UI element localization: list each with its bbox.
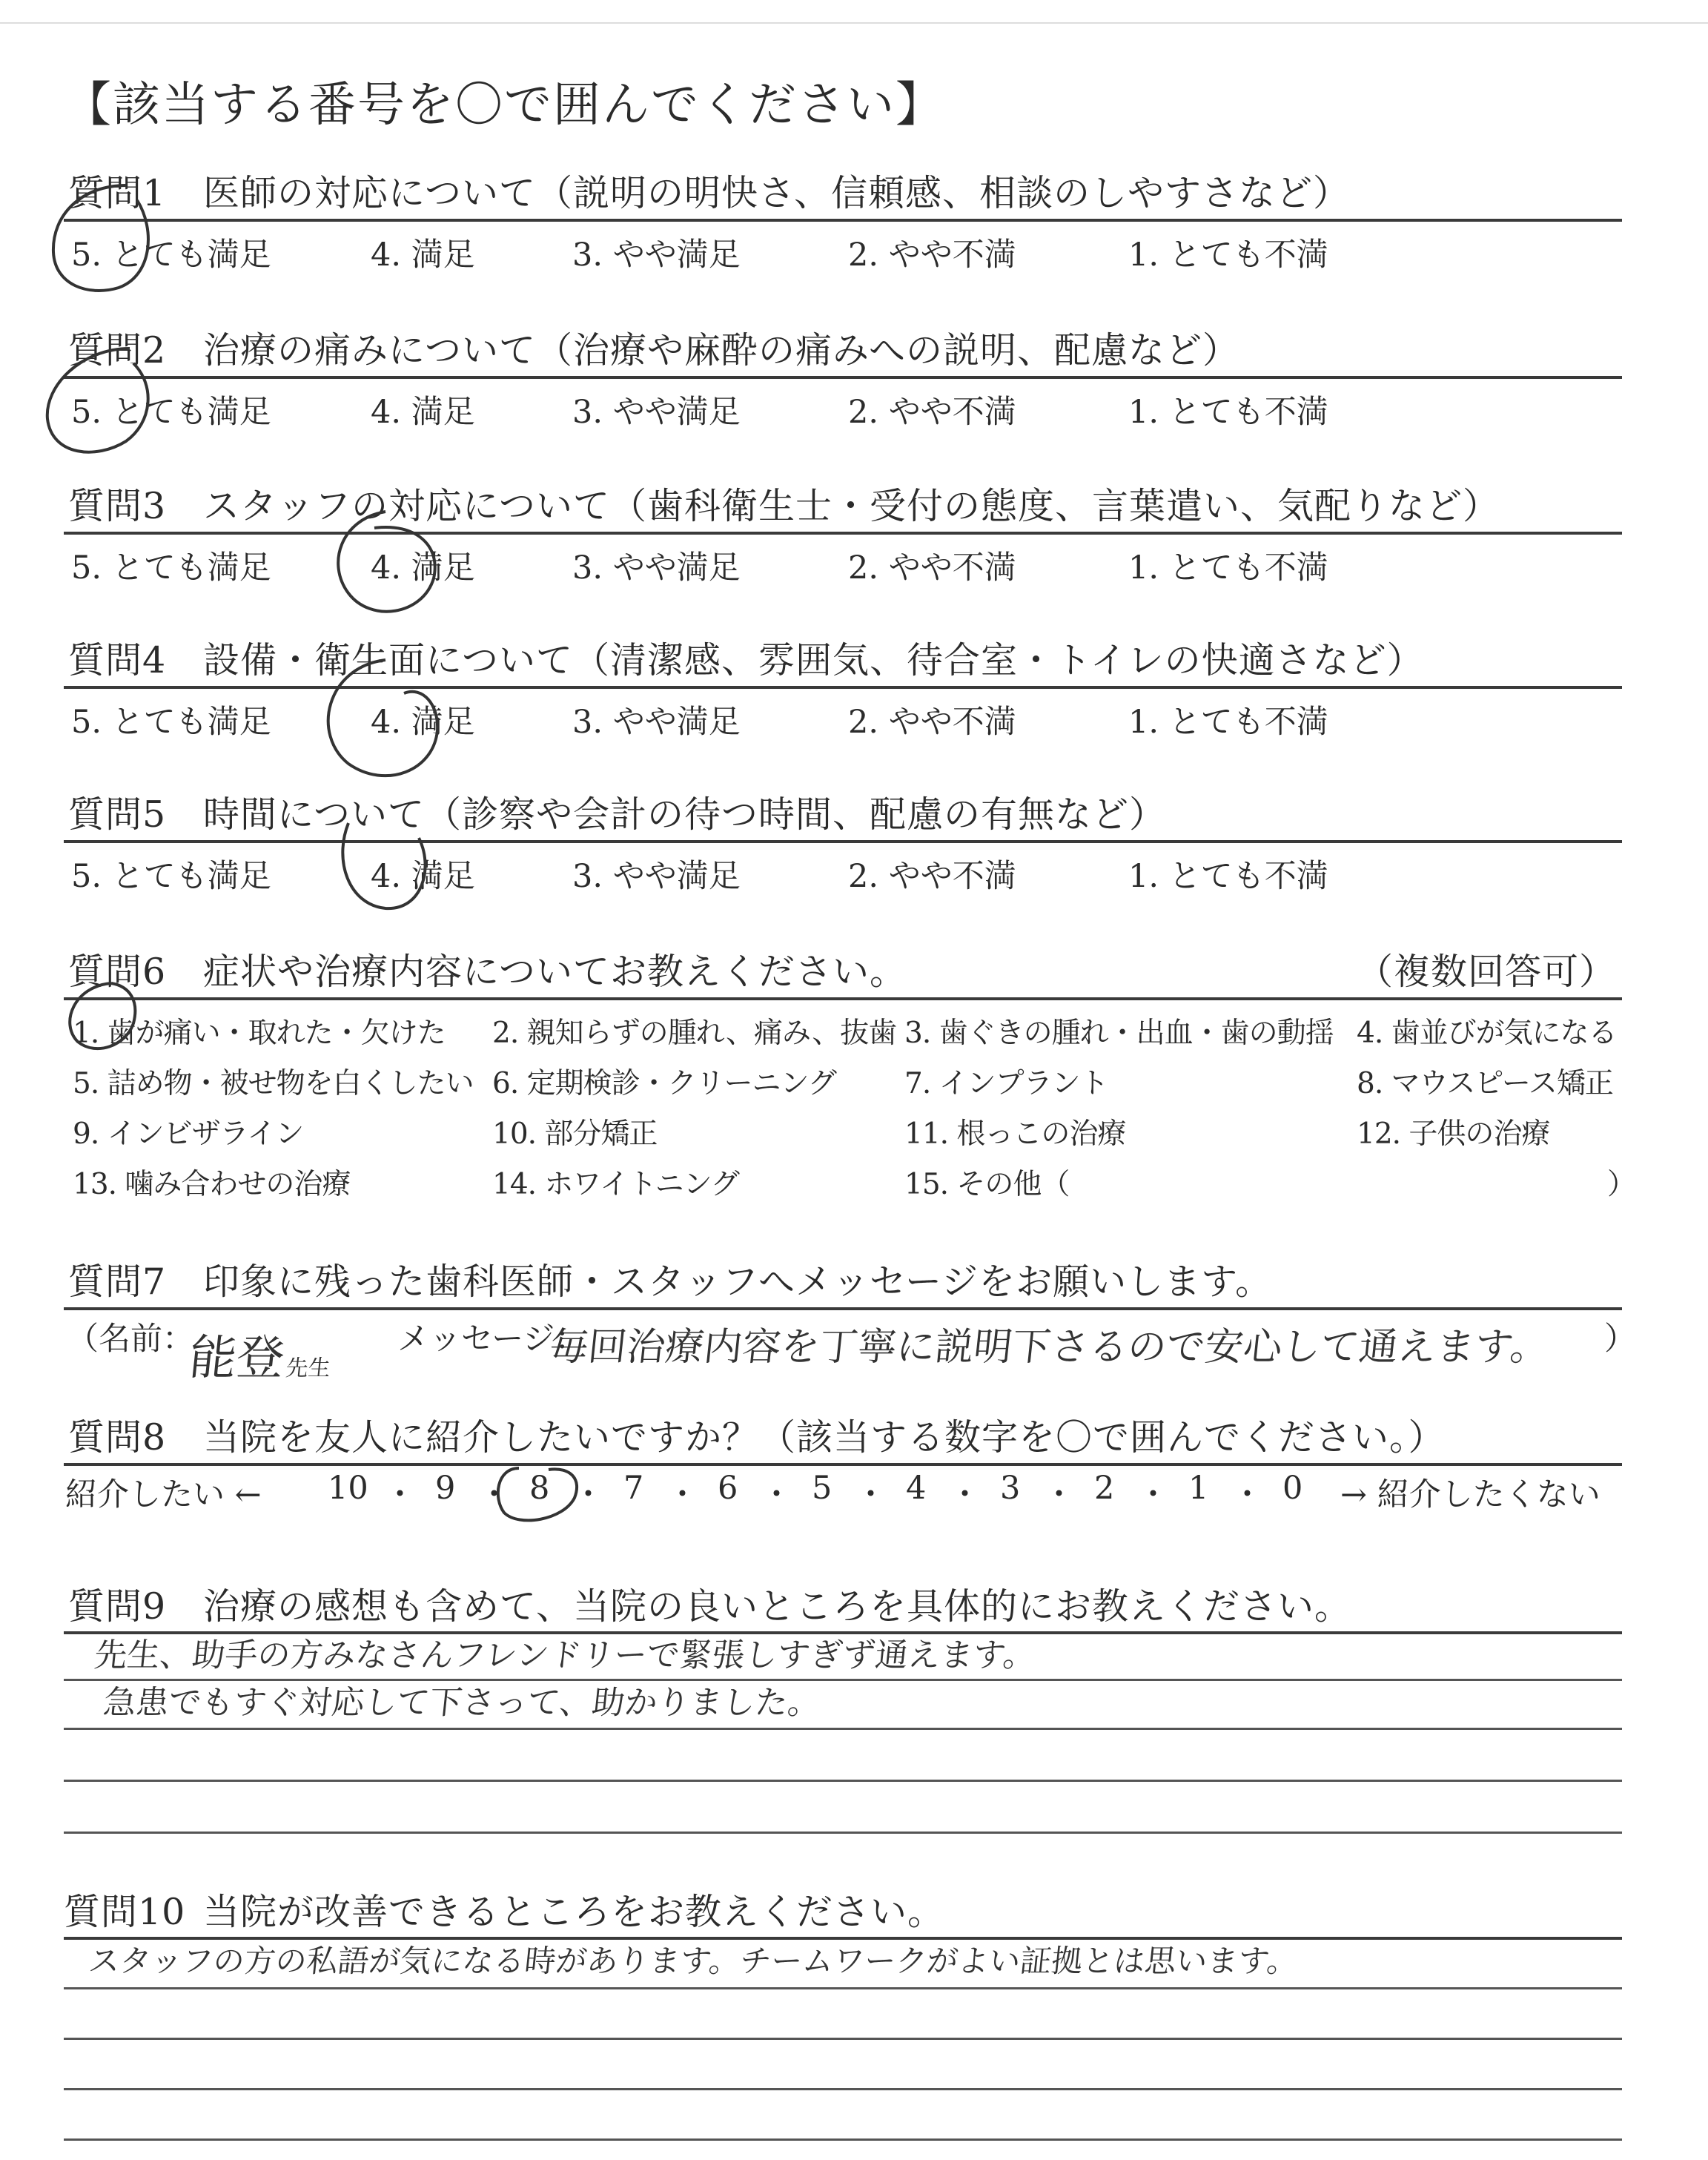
q8-number-10[interactable]: 10 [328,1470,368,1507]
q6-option-6[interactable]: 6. 定期検診・クリーニング [492,1067,836,1100]
q9-writing-line [64,1832,1622,1834]
q9-writing-line [64,1780,1622,1782]
q7-name-handwritten[interactable]: 能登 [186,1331,288,1386]
q6-option-15[interactable]: 15. その他（ [904,1168,1070,1201]
q4-option-5[interactable]: 5. とても満足 [71,704,271,741]
q5-label: 質問5 [68,793,167,836]
q8-text: 当院を友人に紹介したいですか？（該当する数字を〇で囲んでください。） [203,1416,1446,1459]
q7-name-label: （名前： [67,1321,194,1358]
q4-option-3[interactable]: 3. やや満足 [572,704,741,741]
q1-rule [64,219,1622,222]
q1-option-2[interactable]: 2. やや不満 [848,237,1016,274]
q6-rule [64,997,1622,1000]
q7-message-handwritten[interactable]: 毎回治療内容を丁寧に説明下さるので安心して通えます。 [547,1325,1552,1370]
q5-option-5[interactable]: 5. とても満足 [71,858,271,895]
q8-number-9[interactable]: 9 [435,1470,456,1507]
q6-option-9[interactable]: 9. インビザライン [73,1117,304,1151]
q3-option-1[interactable]: 1. とても不満 [1128,549,1328,587]
q2-rule [64,376,1622,379]
q2-text: 治療の痛みについて（治療や麻酔の痛みへの説明、配慮など） [203,329,1240,371]
q8-separator-dot: ・ [949,1476,981,1513]
q8-number-0[interactable]: 0 [1282,1470,1303,1507]
q2-option-1[interactable]: 1. とても不満 [1128,394,1328,431]
q4-option-4[interactable]: 4. 満足 [371,704,475,741]
scan-top-edge [0,0,1708,24]
q6-label: 質問6 [68,951,167,993]
q7-name-suffix-handwritten: 先生 [284,1355,332,1381]
q6-option-2[interactable]: 2. 親知らずの腫れ、痛み、抜歯 [492,1017,897,1050]
q3-label: 質問3 [68,485,167,527]
q10-writing-line [64,2038,1622,2040]
q6-option-8[interactable]: 8. マウスピース矯正 [1357,1067,1613,1100]
q6-option-12[interactable]: 12. 子供の治療 [1357,1117,1550,1151]
q9-answer-line-1[interactable]: 先生、助手の方みなさんフレンドリーで緊張しすぎず通えます。 [92,1636,1038,1674]
q6-option-14[interactable]: 14. ホワイトニング [492,1168,739,1201]
q2-option-5[interactable]: 5. とても満足 [71,394,271,431]
q8-number-3[interactable]: 3 [1000,1470,1021,1507]
q9-label: 質問9 [68,1585,167,1628]
q6-option-1[interactable]: 1. 歯が痛い・取れた・欠けた [73,1017,446,1050]
q6-option-4[interactable]: 4. 歯並びが気になる [1357,1017,1617,1050]
q6-text: 症状や治療内容についてお教えください。 [203,951,907,993]
q7-message-label: メッセージ： [397,1321,587,1358]
q1-option-5[interactable]: 5. とても満足 [71,237,271,274]
q7-text: 印象に残った歯科医師・スタッフへメッセージをお願いします。 [203,1261,1273,1303]
q3-option-4[interactable]: 4. 満足 [371,549,475,587]
q1-option-4[interactable]: 4. 満足 [371,237,475,274]
q4-option-2[interactable]: 2. やや不満 [848,704,1016,741]
q8-separator-dot: ・ [1137,1476,1169,1513]
q10-text: 当院が改善できるところをお教えください。 [203,1891,945,1933]
q5-rule [64,840,1622,843]
q7-close-paren: ） [1604,1321,1636,1358]
q1-text: 医師の対応について（説明の明快さ、信頼感、相談のしやすさなど） [203,172,1351,214]
q6-other-close-paren: ） [1607,1168,1636,1201]
q2-label: 質問2 [68,329,167,371]
q2-option-3[interactable]: 3. やや満足 [572,394,741,431]
q6-option-13[interactable]: 13. 噛み合わせの治療 [73,1168,351,1201]
q5-text: 時間について（診察や会計の待つ時間、配慮の有無など） [203,793,1167,836]
q3-text: スタッフの対応について（歯科衛生士・受付の態度、言葉遣い、気配りなど） [203,485,1500,527]
q8-left-label: 紹介したい ← [65,1476,262,1513]
q1-option-3[interactable]: 3. やや満足 [572,237,741,274]
q4-label: 質問4 [68,639,167,681]
q7-label: 質問7 [68,1261,167,1303]
q4-rule [64,686,1622,689]
q9-answer-line-2[interactable]: 急患でもすぐ対応して下さって、助かりました。 [101,1684,823,1722]
q6-option-7[interactable]: 7. インプラント [904,1067,1108,1100]
q8-separator-dot: ・ [1043,1476,1075,1513]
q8-number-8[interactable]: 8 [529,1470,550,1507]
q8-number-4[interactable]: 4 [906,1470,927,1507]
q2-option-2[interactable]: 2. やや不満 [848,394,1016,431]
q8-number-6[interactable]: 6 [718,1470,738,1507]
q3-rule [64,532,1622,535]
q8-number-5[interactable]: 5 [812,1470,833,1507]
q8-separator-dot: ・ [666,1476,698,1513]
q7-rule [64,1307,1622,1310]
q6-multiple-note: （複数回答可） [1357,951,1617,993]
q1-label: 質問1 [68,172,167,214]
q6-option-3[interactable]: 3. 歯ぐきの腫れ・出血・歯の動揺 [904,1017,1334,1050]
q2-option-4[interactable]: 4. 満足 [371,394,475,431]
q5-option-2[interactable]: 2. やや不満 [848,858,1016,895]
q10-writing-line [64,2088,1622,2090]
q5-option-3[interactable]: 3. やや満足 [572,858,741,895]
q8-separator-dot: ・ [855,1476,887,1513]
q9-text: 治療の感想も含めて、当院の良いところを具体的にお教えください。 [203,1585,1352,1628]
q10-writing-line [64,1987,1622,1989]
q8-separator-dot: ・ [572,1476,604,1513]
q8-number-7[interactable]: 7 [623,1470,644,1507]
q10-label: 質問10 [64,1891,186,1933]
page-title: 【該当する番号を〇で囲んでください】 [64,78,944,133]
q8-number-2[interactable]: 2 [1094,1470,1115,1507]
q8-separator-dot: ・ [478,1476,510,1513]
q3-option-3[interactable]: 3. やや満足 [572,549,741,587]
q3-option-2[interactable]: 2. やや不満 [848,549,1016,587]
q10-writing-line [64,2138,1622,2141]
q9-writing-line [64,1728,1622,1730]
q8-label: 質問8 [68,1416,167,1459]
q6-option-5[interactable]: 5. 詰め物・被せ物を白くしたい [73,1067,474,1100]
q8-rule [64,1463,1622,1466]
q4-text: 設備・衛生面について（清潔感、雰囲気、待合室・トイレの快適さなど） [203,639,1424,681]
q3-option-5[interactable]: 5. とても満足 [71,549,271,587]
q10-answer-line-1[interactable]: スタッフの方の私語が気になる時があります。チームワークがよい証拠とは思います。 [87,1943,1300,1979]
q8-separator-dot: ・ [384,1476,416,1513]
q1-option-1[interactable]: 1. とても不満 [1128,237,1328,274]
q5-option-1[interactable]: 1. とても不満 [1128,858,1328,895]
q8-separator-dot: ・ [1231,1476,1263,1513]
q6-option-10[interactable]: 10. 部分矯正 [492,1117,658,1151]
q8-separator-dot: ・ [761,1476,792,1513]
q5-option-4[interactable]: 4. 満足 [371,858,475,895]
q8-right-label: → 紹介したくない [1340,1476,1601,1513]
q4-option-1[interactable]: 1. とても不満 [1128,704,1328,741]
q6-option-11[interactable]: 11. 根っこの治療 [904,1117,1126,1151]
q8-number-1[interactable]: 1 [1188,1470,1209,1507]
